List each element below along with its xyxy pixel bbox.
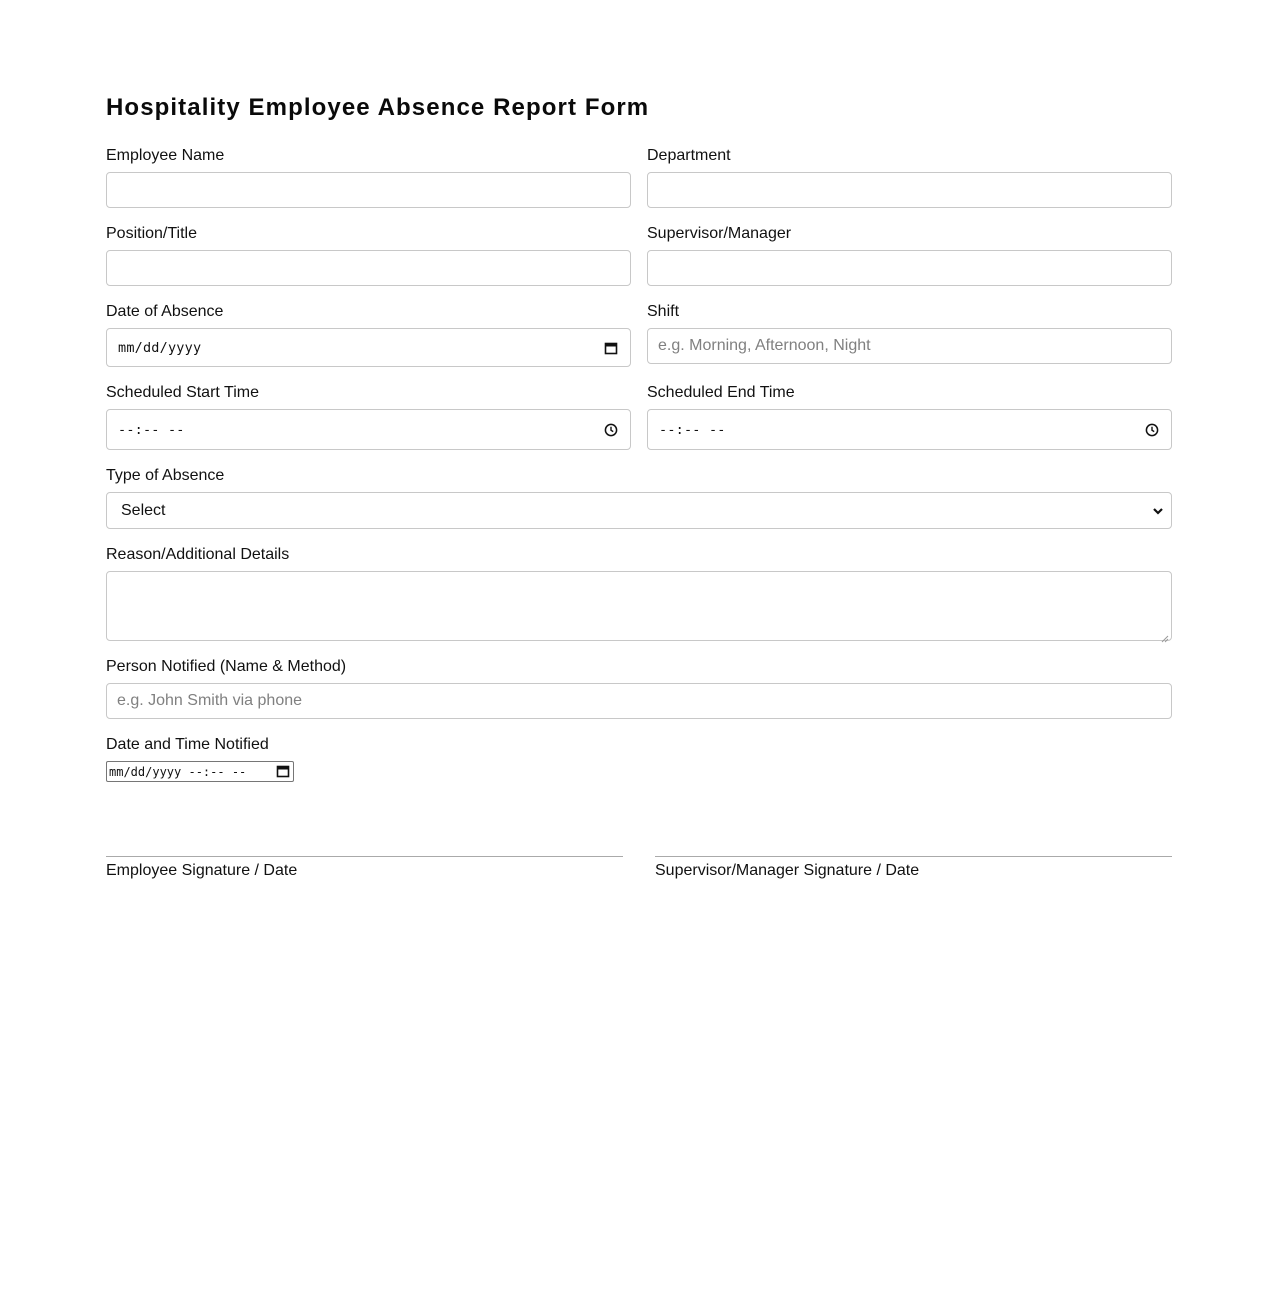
- scheduled-start-time-label: Scheduled Start Time: [106, 384, 259, 401]
- supervisor-signature-line: [655, 856, 1172, 857]
- shift-placeholder: e.g. Morning, Afternoon, Night: [658, 337, 871, 354]
- type-of-absence-selected: Select: [121, 501, 166, 519]
- date-of-absence-label: Date of Absence: [106, 303, 224, 320]
- person-notified-label: Person Notified (Name & Method): [106, 658, 347, 675]
- employee-signature-label: Employee Signature / Date: [106, 862, 298, 879]
- date-time-notified-label: Date and Time Notified: [106, 736, 269, 753]
- position-title-label: Position/Title: [106, 225, 197, 242]
- start-time-display: --:-- --: [118, 421, 185, 438]
- date-of-absence-display: mm/dd/yyyy: [118, 339, 202, 356]
- type-of-absence-select[interactable]: [106, 492, 1172, 529]
- shift-label: Shift: [647, 303, 680, 320]
- person-notified-placeholder: e.g. John Smith via phone: [117, 692, 303, 709]
- shift-input[interactable]: [647, 328, 1172, 364]
- person-notified-input[interactable]: [106, 683, 1172, 719]
- position-title-input[interactable]: [106, 250, 631, 286]
- reason-details-label: Reason/Additional Details: [106, 546, 290, 563]
- page-title: Hospitality Employee Absence Report Form: [106, 94, 650, 121]
- department-label: Department: [647, 147, 731, 164]
- calendar-icon[interactable]: [604, 341, 618, 355]
- employee-signature-line: [106, 856, 623, 857]
- clock-icon[interactable]: [1145, 423, 1159, 437]
- type-of-absence-label: Type of Absence: [106, 467, 225, 484]
- scheduled-end-time-label: Scheduled End Time: [647, 384, 795, 401]
- end-time-display: --:-- --: [659, 421, 726, 438]
- supervisor-manager-input[interactable]: [647, 250, 1172, 286]
- date-time-notified-input[interactable]: [106, 761, 294, 782]
- supervisor-signature-label: Supervisor/Manager Signature / Date: [655, 862, 920, 879]
- scheduled-end-time-input[interactable]: [647, 409, 1172, 450]
- resize-handle-icon[interactable]: [1161, 630, 1169, 638]
- employee-name-label: Employee Name: [106, 147, 225, 164]
- date-of-absence-input[interactable]: [106, 328, 631, 367]
- date-time-notified-display: mm/dd/yyyy --:-- --: [109, 764, 247, 779]
- clock-icon[interactable]: [604, 423, 618, 437]
- chevron-down-icon: [1151, 504, 1165, 518]
- reason-details-textarea[interactable]: [106, 571, 1172, 641]
- employee-name-input[interactable]: [106, 172, 631, 208]
- department-input[interactable]: [647, 172, 1172, 208]
- calendar-icon[interactable]: [276, 764, 290, 778]
- supervisor-manager-label: Supervisor/Manager: [647, 225, 792, 242]
- scheduled-start-time-input[interactable]: [106, 409, 631, 450]
